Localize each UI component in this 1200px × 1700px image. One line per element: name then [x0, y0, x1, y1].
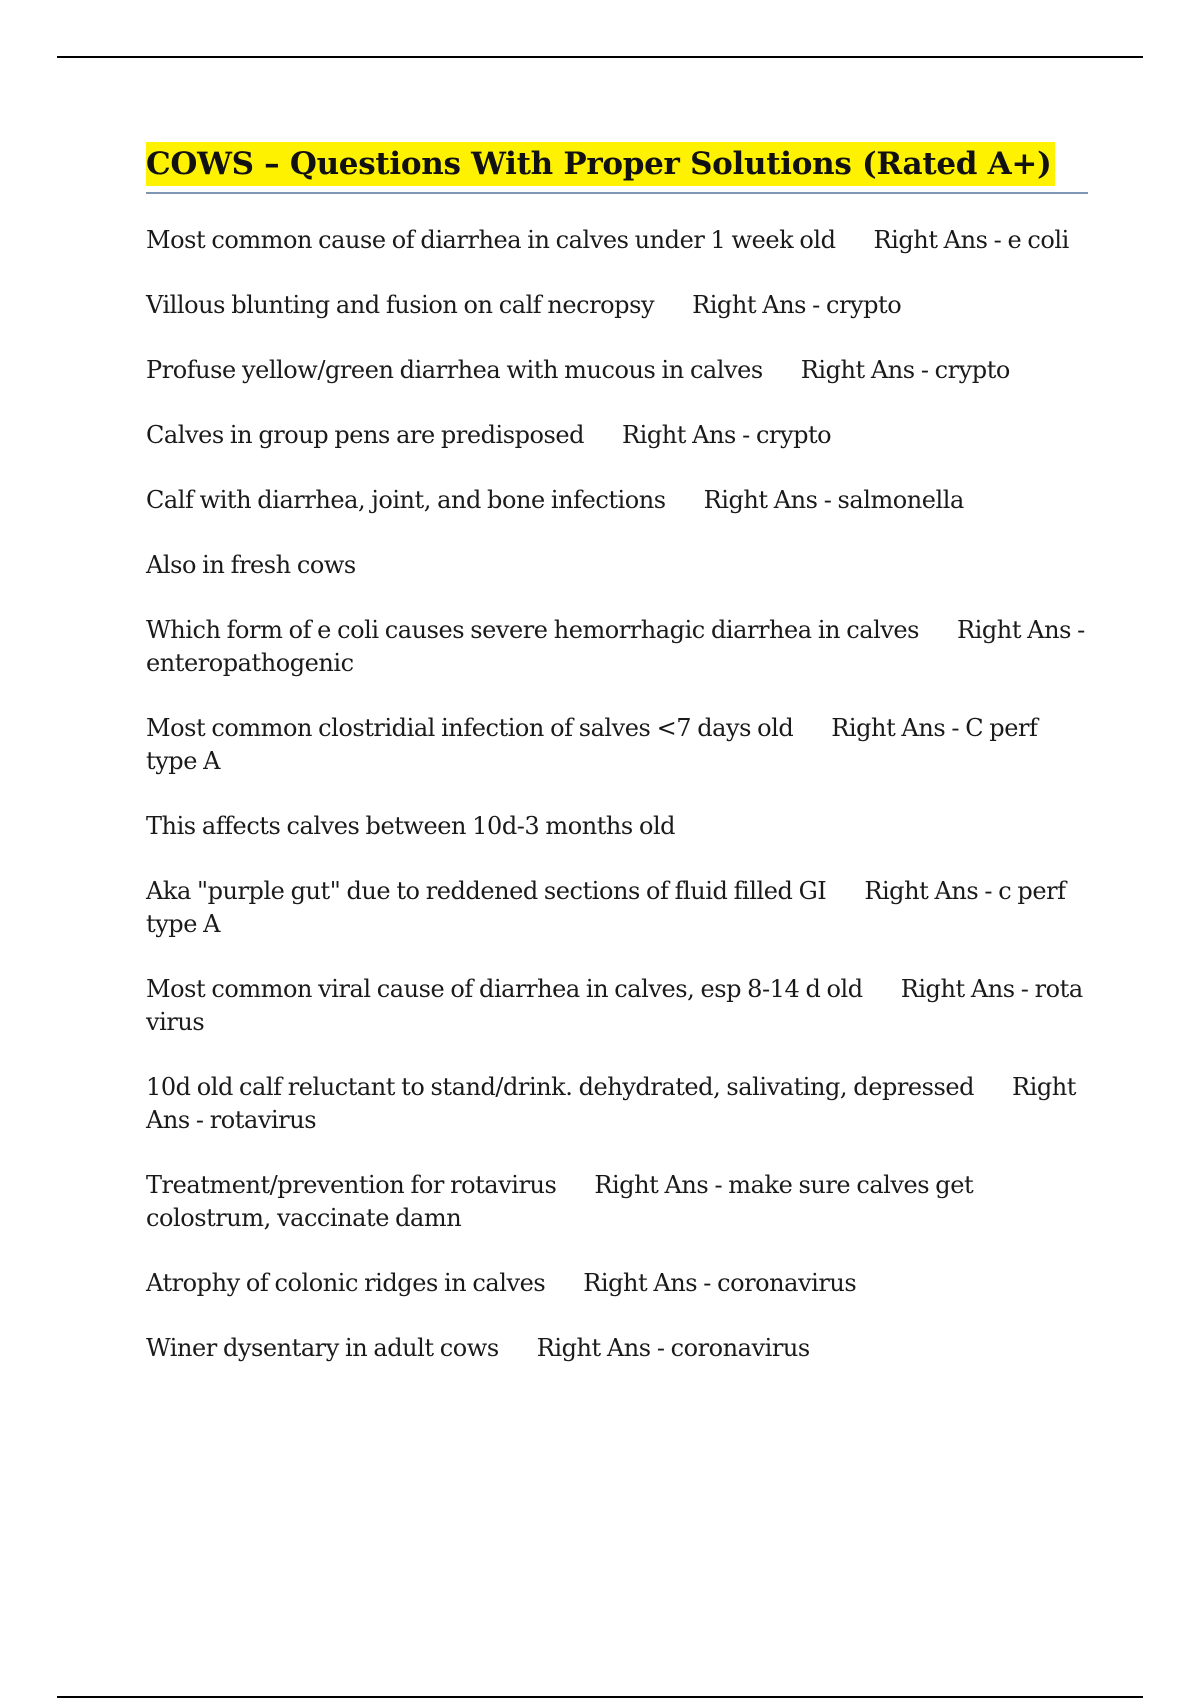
answer-text: Right Ans - coronavirus: [583, 1269, 857, 1297]
answer-text: Right Ans - salmonella: [703, 486, 964, 514]
qa-item: [146, 354, 1088, 387]
document-title: COWS – Questions With Proper Solutions (Rated A+): [146, 142, 1055, 186]
question-text: Calf with diarrhea, joint, and bone infections: [146, 486, 666, 514]
qa-item: [146, 419, 1088, 452]
question-text: Atrophy of colonic ridges in calves: [146, 1269, 546, 1297]
answer-text: Right Ans - crypto: [692, 291, 902, 319]
qa-item: [146, 224, 1088, 257]
question-text: This affects calves between 10d-3 months old: [146, 812, 676, 840]
answer-text: Right Ans - enteropathogenic: [146, 616, 1085, 677]
answer-text: Right Ans - e coli: [873, 226, 1069, 254]
question-text: Aka "purple gut" due to reddened sections of fluid filled GI: [146, 877, 827, 905]
question-text: Villous blunting and fusion on calf necropsy: [146, 291, 655, 319]
qa-item: [146, 289, 1088, 322]
answer-text: Right Ans - coronavirus: [536, 1334, 810, 1362]
qa-item: [146, 810, 1088, 843]
qa-item: [146, 1267, 1088, 1300]
qa-item: [146, 614, 1088, 680]
question-text: Calves in group pens are predisposed: [146, 421, 585, 449]
question-text: Most common clostridial infection of salves <7 days old: [146, 714, 794, 742]
question-text: Most common cause of diarrhea in calves under 1 week old: [146, 226, 836, 254]
answer-text: Right Ans - C perf type A: [146, 714, 1038, 775]
question-text: Also in fresh cows: [146, 551, 356, 579]
qa-item: [146, 549, 1088, 582]
answer-text: Right Ans - c perf type A: [146, 877, 1066, 938]
question-text: Profuse yellow/green diarrhea with mucous in calves: [146, 356, 763, 384]
qa-item: [146, 973, 1088, 1039]
answer-text: Right Ans - rotavirus: [146, 1073, 1076, 1134]
title-block: [146, 142, 1088, 194]
header-rule: [57, 56, 1143, 58]
question-text: Treatment/prevention for rotavirus: [146, 1171, 557, 1199]
answer-text: Right Ans - rota virus: [146, 975, 1083, 1036]
answer-text: Right Ans - make sure calves get colostrum, vaccinate damn: [146, 1171, 974, 1232]
question-text: Which form of e coli causes severe hemorrhagic diarrhea in calves: [146, 616, 920, 644]
question-text: Winer dysentary in adult cows: [146, 1334, 499, 1362]
question-text: Most common viral cause of diarrhea in calves, esp 8-14 d old: [146, 975, 863, 1003]
qa-list: [146, 224, 1088, 1365]
qa-item: [146, 1071, 1088, 1137]
qa-item: [146, 712, 1088, 778]
answer-text: Right Ans - crypto: [800, 356, 1010, 384]
footer-rule: [57, 1696, 1143, 1698]
qa-item: [146, 1332, 1088, 1365]
document-body: [146, 142, 1088, 1397]
answer-text: Right Ans - crypto: [622, 421, 832, 449]
qa-item: [146, 875, 1088, 941]
question-text: 10d old calf reluctant to stand/drink. dehydrated, salivating, depressed: [146, 1073, 975, 1101]
qa-item: [146, 1169, 1088, 1235]
qa-item: [146, 484, 1088, 517]
